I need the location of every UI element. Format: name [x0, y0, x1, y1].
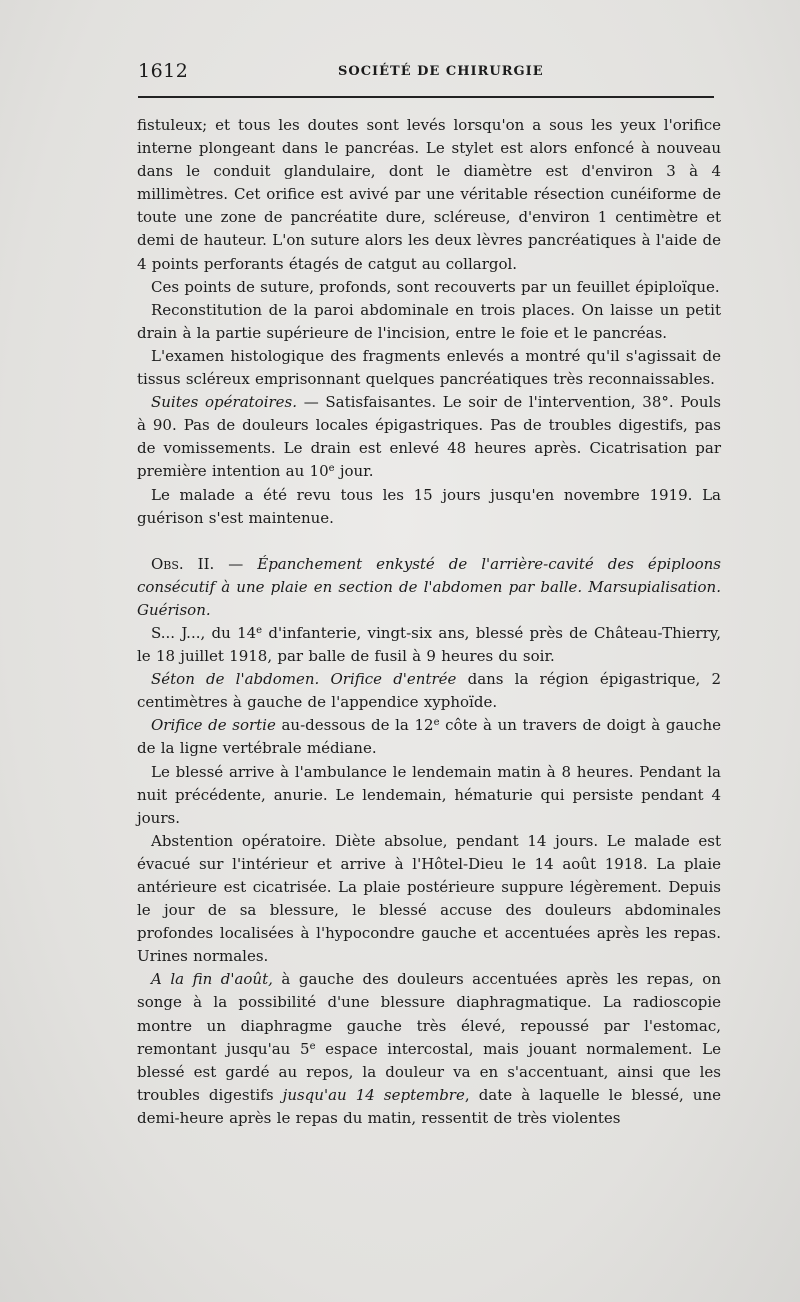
section-label: Suites opératoires. [151, 393, 298, 412]
paragraph: Ces points de suture, profonds, sont recouverts par un feuillet épiploïque. [151, 277, 720, 296]
superscript: e [328, 463, 335, 475]
paragraph-text: d'infanterie, vingt-six ans, blessé près de Château-Thierry, le 18 juillet 1918, par balle de fusil à 9 heures du soir. [137, 623, 721, 666]
paragraph-text: espace intercostal, mais jouant normalement. Le blessé est gardé au repos, la douleur va en s'accentuant, ainsi que les troubles digestifs [137, 1039, 721, 1104]
paragraph: Reconstitution de la paroi abdominale en trois places. On laisse un petit drain à la partie supérieure de l'incision, entre le foie et le pancréas. [137, 300, 721, 342]
page-header [138, 60, 718, 88]
observation-dash: — [214, 554, 258, 573]
observation-label: Obs. II. [151, 554, 215, 573]
paragraph-text: , date à laquelle le blessé, une demi-heure après le repas du matin, ressentit de très violentes [137, 1085, 721, 1127]
paragraph [137, 714, 721, 760]
paragraph-text: — Satisfaisantes. Le soir de l'intervention, 38°. Pouls à 90. Pas de douleurs locales épigastriques. Pas de troubles digestifs, pas de vomissements. Le drain est enlevé 48 heures après. Cicatrisation par première intention au 10 [137, 393, 721, 481]
paragraph: fistuleux; et tous les doutes sont levés lorsqu'on a sous les yeux l'orifice interne plongeant dans le pancréas. Le stylet est alors enfoncé à nouveau dans le conduit glandulaire, dont le diamètre est d'environ 3 à 4 millimètres. Cet orifice est avivé par une véritable résection cunéiforme de toute une zone de pancréatite dure, scléreuse, d'environ 1 centimètre et demi de hauteur. L'on suture alors les deux lèvres pancréatiques à l'aide de 4 points perforants étagés de catgut au collargol. [137, 116, 721, 273]
superscript: e [433, 717, 440, 729]
paragraph-text: à gauche des douleurs accentuées après les repas, on songe à la possibilité d'une blessure diaphragmatique. La radioscopie montre un diaphragme gauche très élevé, repoussé par l'estomac, remontant jusqu'au 5 [137, 970, 721, 1058]
paragraph [137, 968, 721, 1130]
header-rule [138, 96, 714, 98]
section-label: Orifice d'entrée [330, 670, 457, 689]
section-label: Orifice de sortie [151, 716, 276, 735]
paragraph: L'examen histologique des fragments enlevés a montré qu'il s'agissait de tissus scléreux emprisonnant quelques pancréatiques très reconnaissables. [137, 346, 721, 389]
paragraph [137, 391, 721, 483]
section-gap [137, 530, 721, 553]
observation-heading [137, 553, 721, 622]
paragraph-text: au-dessous de la 12 [275, 716, 434, 735]
paragraph-text: dans la région épigastrique, 2 centimètres à gauche de l'appendice xyphoïde. [137, 670, 721, 712]
body-text [137, 114, 721, 1130]
paragraph [137, 668, 721, 714]
superscript: e [309, 1040, 316, 1052]
italic-date: jusqu'au 14 septembre [282, 1085, 465, 1104]
running-head: SOCIÉTÉ DE CHIRURGIE [338, 64, 544, 79]
paragraph: Le malade a été revu tous les 15 jours jusqu'en novembre 1919. La guérison s'est maintenue. [137, 485, 721, 527]
paragraph-text: côte à un travers de doigt à gauche de la ligne vertébrale médiane. [137, 716, 721, 758]
paragraph-text: S... J..., du 14 [151, 623, 257, 642]
paragraph: Le blessé arrive à l'ambulance le lendemain matin à 8 heures. Pendant la nuit précédente, anurie. Le lendemain, hématurie qui persiste pendant 4 jours. [137, 762, 721, 827]
superscript: e [256, 624, 263, 636]
section-label: A la fin d'août, [151, 970, 273, 989]
observation-title: Épanchement enkysté de l'arrière-cavité des épiploons consécutif à une plaie en section de l'abdomen par balle. Marsupialisation. Guérison. [137, 554, 721, 619]
section-label: Séton de l'abdomen. [151, 670, 320, 689]
paragraph [137, 622, 721, 668]
page-number: 1612 [138, 60, 189, 82]
paragraph-text: jour. [334, 462, 374, 481]
paragraph: Abstention opératoire. Diète absolue, pendant 14 jours. Le malade est évacué sur l'intérieur et arrive à l'Hôtel-Dieu le 14 août 1918. La plaie antérieure est cicatrisée. La plaie postérieure suppure légèrement. Depuis le jour de sa blessure, le blessé accuse des douleurs abdominales profondes localisées à l'hypocondre gauche et accentuées après les repas. Urines normales. [137, 831, 721, 966]
